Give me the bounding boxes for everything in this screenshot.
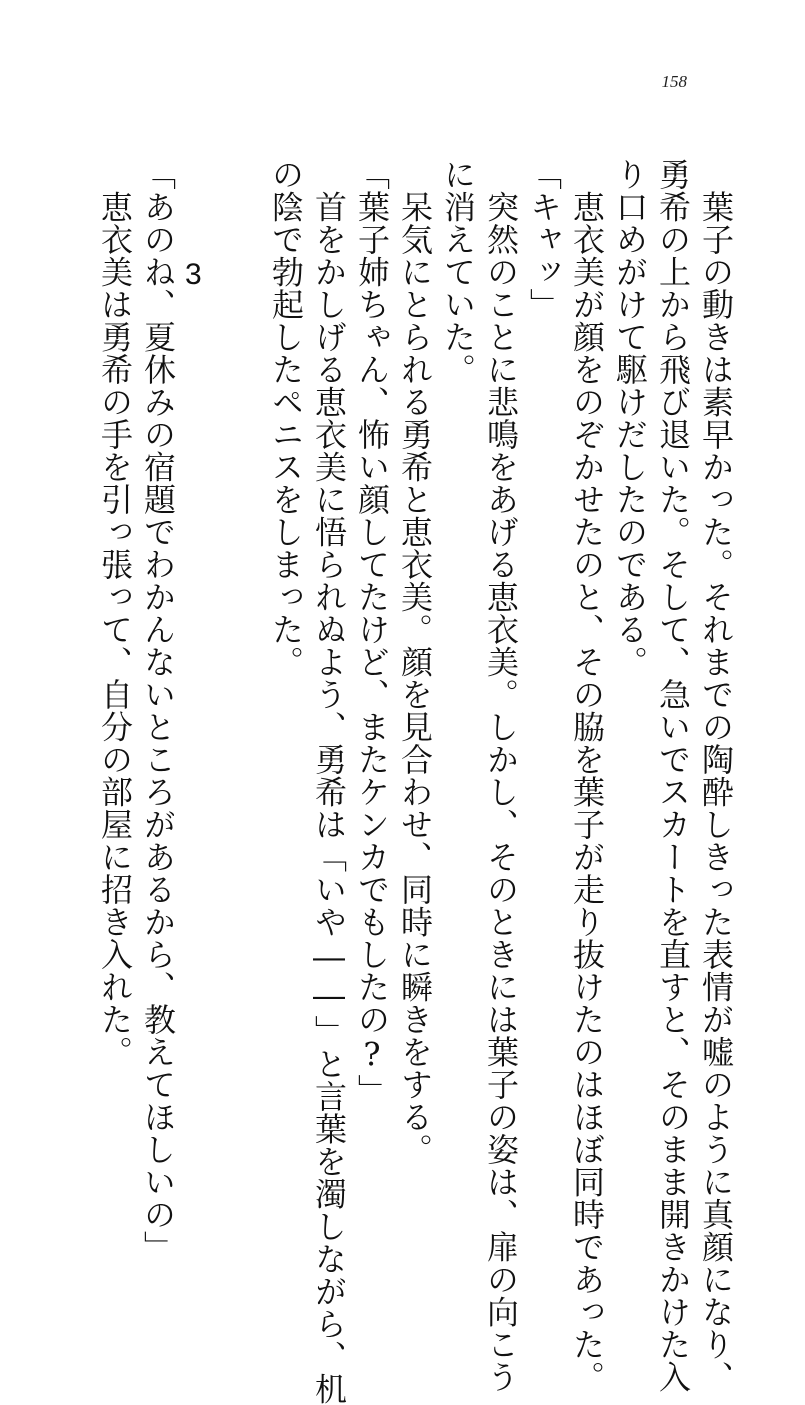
- text-column-5: 「キャッ」: [525, 158, 563, 321]
- text-column-3: り口めがけて駆けだしたのである。: [611, 158, 649, 678]
- text-column-8: 呆気にとられる勇希と恵衣美。顔を見合わせ、同時に瞬きをする。: [396, 158, 434, 1166]
- chapter-heading: [185, 258, 202, 292]
- page-number: 158: [661, 72, 687, 91]
- text-column-12: 「あのね、夏休みの宿題でわかんないところがあるから、教えてほしいの」: [139, 158, 177, 1263]
- text-column-4: 恵衣美が顔をのぞかせたのと、その脇を葉子が走り抜けたのはほぼ同時であった。: [568, 158, 606, 1393]
- text-column-11: の陰で勃起したペニスをしまった。: [267, 158, 305, 678]
- text-column-13: 恵衣美は勇希の手を引っ張って、自分の部屋に招き入れた。: [96, 158, 134, 1068]
- text-column-1: 葉子の動きは素早かった。それまでの陶酔しきった表情が嘘のように真顔になり、: [697, 158, 735, 1393]
- chapter-number: 3: [185, 258, 202, 291]
- text-column-2: 勇希の上から飛び退いた。そして、急いでスカートを直すと、そのまま開きかけた入: [654, 158, 692, 1393]
- text-column-9: 「葉子姉ちゃん、怖い顔してたけど、またケンカでもしたの?」: [353, 158, 391, 1107]
- text-column-7: に消えていた。: [439, 158, 477, 386]
- text-column-10: 首をかしげる恵衣美に悟られぬよう、勇希は「いや――」と言葉を濁しながら、机: [310, 158, 348, 1405]
- text-column-6: 突然のことに悲鳴をあげる恵衣美。しかし、そのときには葉子の姿は、扉の向こう: [482, 158, 520, 1393]
